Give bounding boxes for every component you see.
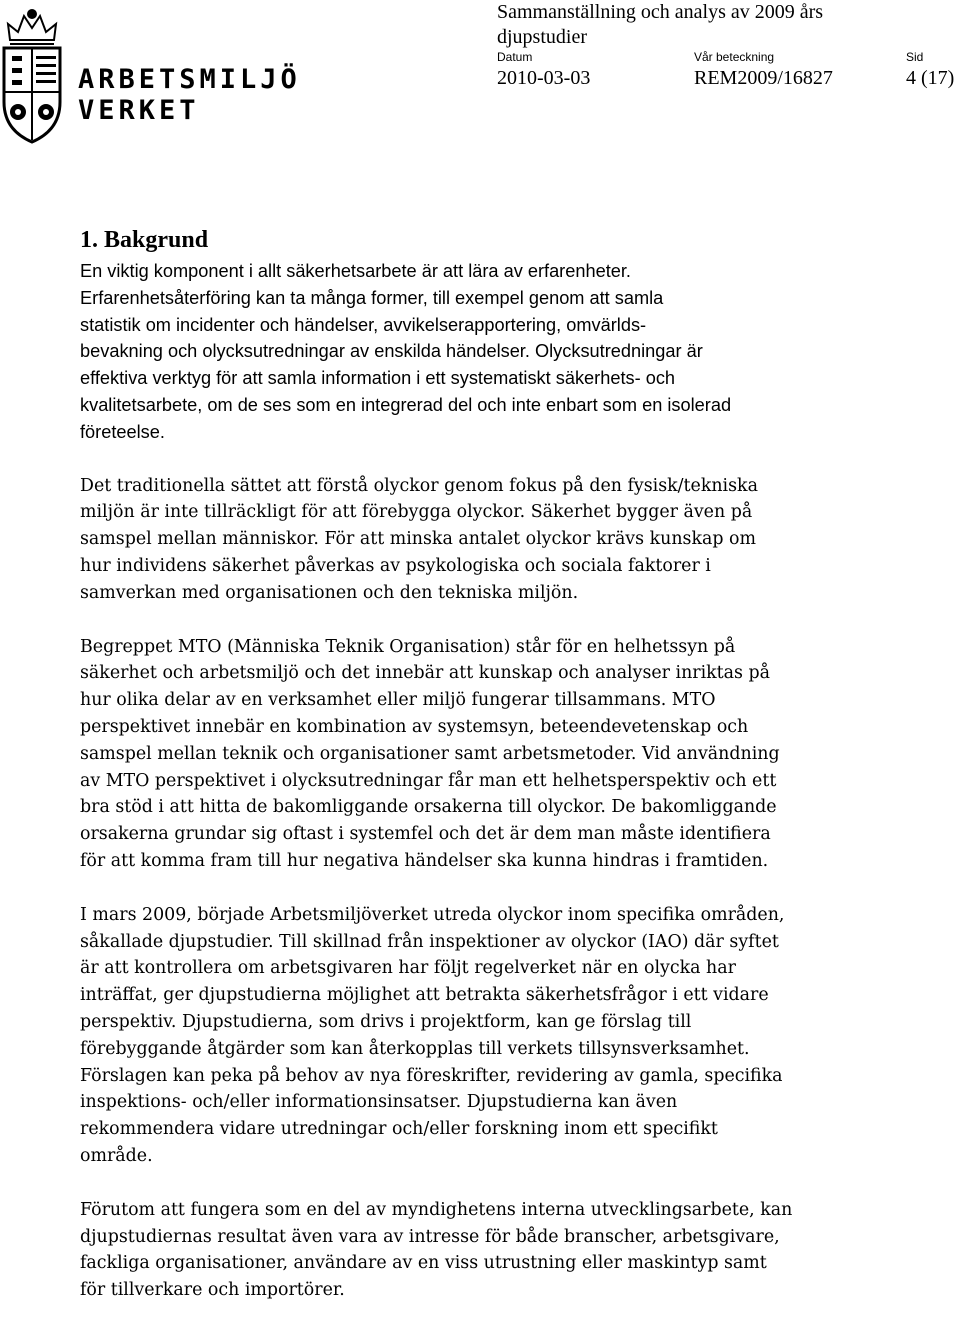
paragraph-1-line: statistik om incidenter och händelser, avvikelserapportering, omvärlds- xyxy=(80,314,647,335)
paragraph-4-line: område. xyxy=(80,1145,153,1166)
coat-of-arms-emblem xyxy=(0,6,64,146)
reference-value: REM2009/16827 xyxy=(694,67,833,89)
paragraph-4 xyxy=(80,902,860,1170)
paragraph-1-line: kvalitetsarbete, om de ses som en integrerad del och inte enbart som en isolerad xyxy=(80,394,732,415)
paragraph-4-line: förebyggande åtgärder som kan återkopplas till verkets tillsynsverksamhet. xyxy=(80,1038,750,1059)
paragraph-3-line: hur olika delar av en verksamhet eller miljö fungerar tillsammans. MTO xyxy=(80,690,716,711)
paragraph-3-line: för att komma fram till hur negativa händelser ska kunna hindras i framtiden. xyxy=(80,850,769,871)
paragraph-5-line: fackliga organisationer, användare av en viss utrustning eller maskintyp samt xyxy=(80,1253,767,1274)
body-text xyxy=(80,258,860,1331)
paragraph-3 xyxy=(80,634,860,875)
paragraph-3-line: bra stöd i att hitta de bakomliggande orsakerna till olyckor. De bakomliggande xyxy=(80,797,777,818)
paragraph-1-line: Erfarenhetsåterföring kan ta många former, till exempel genom att samla xyxy=(80,287,664,308)
paragraph-4-line: perspektiv. Djupstudierna, som drivs i projektform, kan ge förslag till xyxy=(80,1011,692,1032)
paragraph-2-line: samverkan med organisationen och den tekniska miljön. xyxy=(80,582,579,603)
paragraph-5-line: Förutom att fungera som en del av myndighetens interna utvecklingsarbete, kan xyxy=(80,1199,793,1220)
page-label: Sid xyxy=(906,50,924,64)
paragraph-4-line: inspektions- och/eller informationsinsatser. Djupstudierna kan även xyxy=(80,1092,678,1113)
reference-label: Vår beteckning xyxy=(694,50,775,64)
paragraph-3-line: av MTO perspektivet i olycksutredningar får man ett helhetsperspektiv och ett xyxy=(80,770,777,791)
organization-wordmark xyxy=(78,64,301,126)
paragraph-2-line: Det traditionella sättet att förstå olyckor genom fokus på den fysisk/tekniska xyxy=(80,475,758,496)
paragraph-2-line: miljön är inte tillräckligt för att förebygga olyckor. Säkerhet bygger även på xyxy=(80,502,753,523)
date-label: Datum xyxy=(497,50,533,64)
paragraph-2-line: hur individens säkerhet påverkas av psykologiska och sociala faktorer i xyxy=(80,555,711,576)
wordmark-line1: ARBETSMILJÖ xyxy=(78,64,301,95)
date-value: 2010-03-03 xyxy=(497,67,591,89)
paragraph-3-line: säkerhet och arbetsmiljö och det innebär att kunskap och analyser inriktas på xyxy=(80,663,770,684)
paragraph-2-line: samspel mellan människor. För att minska antalet olyckor krävs kunskap om xyxy=(80,529,756,550)
document-title-line2: djupstudier xyxy=(497,26,587,48)
paragraph-4-line: Förslagen kan peka på behov av nya föreskrifter, revidering av gamla, specifika xyxy=(80,1065,783,1086)
paragraph-5-line: djupstudiernas resultat även vara av intresse för både branscher, arbetsgivare, xyxy=(80,1226,780,1247)
paragraph-1-line: företeelse. xyxy=(80,421,165,442)
paragraph-5-line: för tillverkare och importörer. xyxy=(80,1280,345,1301)
paragraph-4-line: I mars 2009, började Arbetsmiljöverket utreda olyckor inom specifika områden, xyxy=(80,904,785,925)
paragraph-3-line: perspektivet innebär en kombination av systemsyn, beteendevetenskap och xyxy=(80,716,749,737)
paragraph-4-line: rekommendera vidare utredningar och/eller forskning inom ett specifikt xyxy=(80,1119,718,1140)
document-title-line1: Sammanställning och analys av 2009 års xyxy=(497,1,824,23)
paragraph-5 xyxy=(80,1197,860,1304)
paragraph-2 xyxy=(80,473,860,607)
paragraph-1-line: effektiva verktyg för att samla information i ett systematiskt säkerhets- och xyxy=(80,368,676,389)
paragraph-4-line: är att kontrollera om arbetsgivaren har följt regelverket när en olycka har xyxy=(80,958,736,979)
paragraph-1-line: bevakning och olycksutredningar av enskilda händelser. Olycksutredningar är xyxy=(80,341,703,362)
section-heading: 1. Bakgrund xyxy=(80,227,209,253)
paragraph-1 xyxy=(80,258,860,446)
paragraph-4-line: inträffat, ger djupstudierna möjlighet att betrakta säkerhetsfrågor i ett vidare xyxy=(80,985,769,1006)
page-number: 4 (17) xyxy=(906,67,955,89)
paragraph-3-line: orsakerna grundar sig oftast i systemfel och det är dem man måste identifiera xyxy=(80,824,771,845)
paragraph-3-line: Begreppet MTO (Människa Teknik Organisation) står för en helhetssyn på xyxy=(80,636,736,657)
wordmark-line2: VERKET xyxy=(78,95,200,126)
paragraph-4-line: såkallade djupstudier. Till skillnad från inspektioner av olyckor (IAO) där syftet xyxy=(80,931,779,952)
document-title xyxy=(497,0,823,50)
paragraph-3-line: samspel mellan teknik och organisationer samt arbetsmetoder. Vid användning xyxy=(80,743,780,764)
paragraph-1-line: En viktig komponent i allt säkerhetsarbete är att lära av erfarenheter. xyxy=(80,261,631,281)
